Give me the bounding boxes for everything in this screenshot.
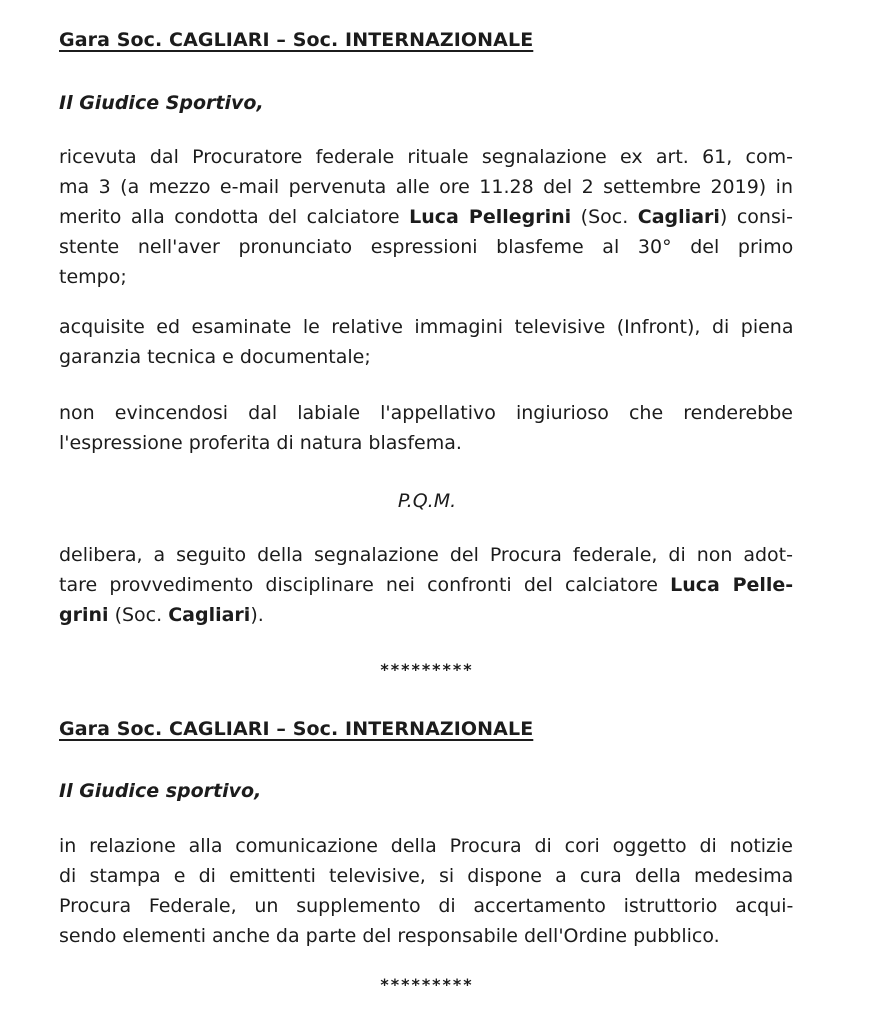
player-name: Luca Pellegrini xyxy=(409,206,572,228)
text-line xyxy=(59,600,793,630)
section-separator: ********* xyxy=(380,660,474,679)
text-fragment: (Soc. xyxy=(108,604,169,626)
text-line: di stampa e di emittenti televisive, si dispone a cura della medesima xyxy=(59,865,794,887)
text-fragment: merito alla condotta del calciatore xyxy=(59,206,410,228)
text-line: acquisite ed esaminate le relative immagini televisive (Infront), di piena xyxy=(59,316,794,338)
text-line: stente nell'aver pronunciato espressioni blasfeme al 30° del primo xyxy=(59,236,794,258)
match-heading: Gara Soc. CAGLIARI – Soc. INTERNAZIONALE xyxy=(59,29,534,51)
section-separator: ********* xyxy=(380,975,474,994)
text-line xyxy=(59,570,793,600)
judge-title: Il Giudice Sportivo, xyxy=(59,92,264,114)
paragraph-lip-reading xyxy=(59,398,793,458)
text-line xyxy=(59,202,793,232)
paragraph-report xyxy=(59,142,793,292)
judge-title: Il Giudice sportivo, xyxy=(59,780,262,802)
text-line: l'espressione proferita di natura blasfema. xyxy=(59,432,462,454)
text-line: tempo; xyxy=(59,266,127,288)
text-fragment: tare provvedimento disciplinare nei confronti del calciatore xyxy=(59,574,671,596)
text-line: ma 3 (a mezzo e-mail pervenuta alle ore 11.28 del 2 settembre 2019) in xyxy=(59,176,793,198)
text-line: delibera, a seguito della segnalazione del Procura federale, di non adot- xyxy=(59,544,793,566)
paragraph-footage xyxy=(59,312,793,372)
text-fragment: ) consi- xyxy=(719,206,793,228)
paragraph-chants xyxy=(59,831,793,951)
player-name: Luca Pelle- xyxy=(670,574,794,596)
player-name: grini xyxy=(59,604,109,626)
club-name: Cagliari xyxy=(637,206,720,228)
text-line: ricevuta dal Procuratore federale rituale segnalazione ex art. 61, com- xyxy=(59,146,793,168)
pqm-label: P.Q.M. xyxy=(397,490,457,512)
text-line: in relazione alla comunicazione della Procura di cori oggetto di notizie xyxy=(59,835,793,857)
match-heading: Gara Soc. CAGLIARI – Soc. INTERNAZIONALE xyxy=(59,718,534,740)
text-fragment: ). xyxy=(250,604,264,626)
paragraph-decision xyxy=(59,540,793,630)
text-fragment: (Soc. xyxy=(571,206,638,228)
club-name: Cagliari xyxy=(168,604,251,626)
text-line: non evincendosi dal labiale l'appellativo ingiurioso che renderebbe xyxy=(59,402,793,424)
text-line: sendo elementi anche da parte del responsabile dell'Ordine pubblico. xyxy=(59,925,720,947)
text-line: garanzia tecnica e documentale; xyxy=(59,346,371,368)
text-line: Procura Federale, un supplemento di accertamento istruttorio acqui- xyxy=(59,895,794,917)
